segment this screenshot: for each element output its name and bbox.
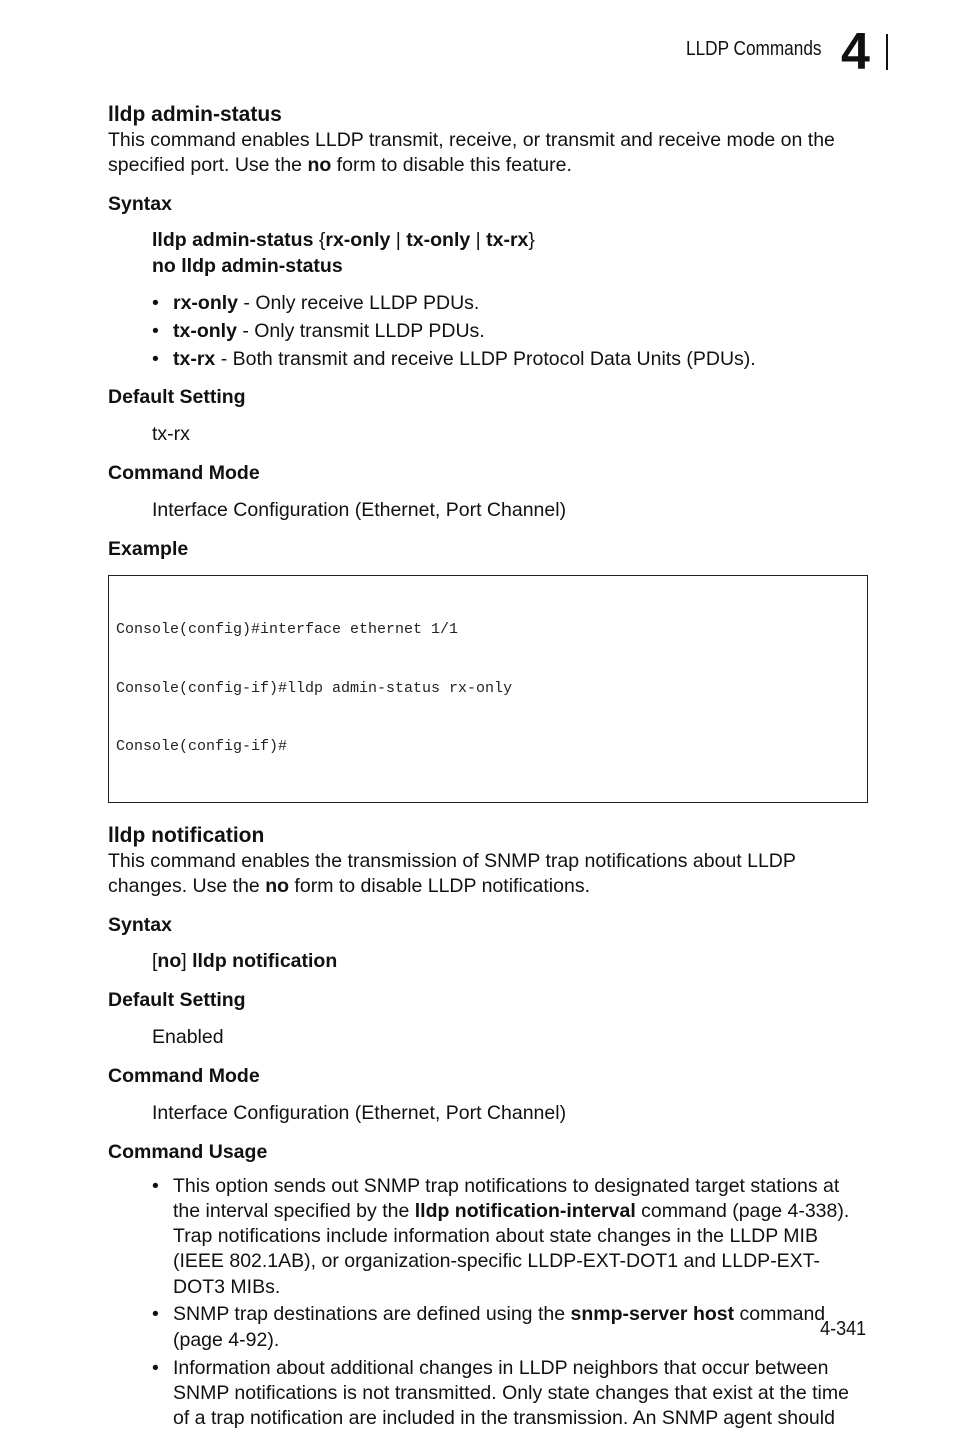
chapter-tab-bar [886, 34, 888, 70]
command-title: lldp admin-status [108, 103, 282, 126]
example-code-block [108, 575, 868, 803]
example-heading: Example [108, 538, 189, 560]
default-setting-heading: Default Setting [108, 988, 246, 1011]
command-mode-value: Interface Configuration (Ethernet, Port Channel) [152, 1101, 567, 1124]
syntax-heading: Syntax [108, 913, 172, 936]
code-line: Console(config-if)#lldp admin-status rx-only [116, 679, 513, 697]
syntax-block [152, 227, 868, 279]
list-item: • tx-rx - Both transmit and receive LLDP Protocol Data Units (PDUs). [152, 345, 868, 373]
syntax-block: [no] lldp notification [152, 949, 338, 972]
command-mode-value: Interface Configuration (Ethernet, Port Channel) [152, 499, 567, 521]
command-description: This command enables the transmission of SNMP trap notifications about LLDP changes. Use the no form to disable LLDP notifications. [108, 849, 796, 897]
command-title: lldp notification [108, 823, 265, 847]
code-line: Console(config)#interface ethernet 1/1 [116, 621, 459, 638]
code-line: Console(config-if)# [116, 738, 288, 755]
default-setting-heading: Default Setting [108, 386, 246, 408]
page-number: 4-341 [819, 1318, 866, 1340]
list-item: • SNMP trap destinations are defined using the snmp-server host command (page 4-92). [152, 1302, 868, 1353]
command-usage-heading: Command Usage [108, 1140, 268, 1163]
page-body [108, 102, 868, 1434]
default-setting-value: tx-rx [152, 423, 190, 445]
usage-list [152, 1174, 868, 1432]
parameter-list [152, 289, 868, 373]
command-mode-heading: Command Mode [108, 462, 260, 484]
list-item: • tx-only - Only transmit LLDP PDUs. [152, 317, 868, 345]
command-mode-heading: Command Mode [108, 1064, 260, 1087]
syntax-line: lldp admin-status {rx-only | tx-only | tx-rx} [152, 229, 535, 251]
command-description: This command enables LLDP transmit, receive, or transmit and receive mode on the specified port. Use the no form to disable this feature. [108, 129, 835, 176]
list-item: • Information about additional changes in LLDP neighbors that occur between SNMP notifications is not transmitted. Only state changes that exist at the time of a trap notification are included in the transmission. An SNMP agent should [152, 1356, 868, 1432]
section-lldp-notification [108, 823, 868, 1432]
default-setting-value: Enabled [152, 1025, 224, 1048]
chapter-number: 4 [841, 23, 870, 81]
list-item: • This option sends out SNMP trap notifications to designated target stations at the interval specified by the lldp notification-interval command (page 4-338). Trap notifications include information about state changes in the LLDP MIB (IEEE 802.1AB), or organization-specific LLDP-EXT-DOT1 and LLDP-EXT-DOT3 MIBs. [152, 1174, 868, 1300]
list-item: • rx-only - Only receive LLDP PDUs. [152, 289, 868, 317]
running-header-title: LLDP Commands [685, 38, 821, 60]
syntax-heading: Syntax [108, 193, 172, 215]
section-lldp-admin-status [108, 102, 868, 803]
syntax-line-no-form: no lldp admin-status [152, 255, 343, 277]
